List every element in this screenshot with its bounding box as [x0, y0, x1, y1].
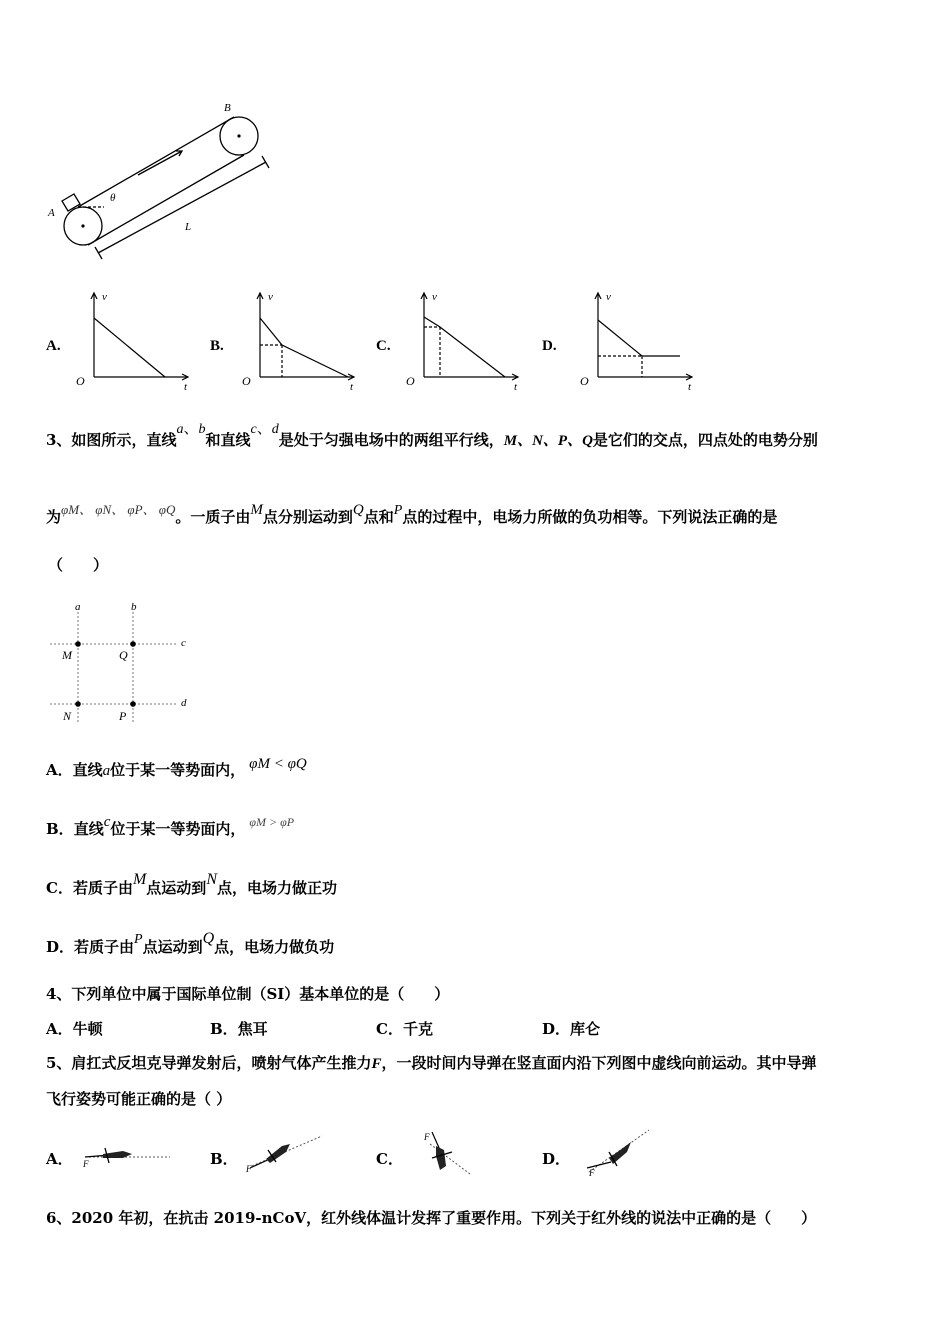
graph-b-origin: O: [242, 374, 251, 388]
missile-a-f: F: [83, 1159, 89, 1169]
missile-figure-a: [75, 1135, 175, 1175]
q4-stem: 4、下列单位中属于国际单位制（SI）基本单位的是（ ）: [46, 985, 450, 1003]
vt-graph-c: [400, 285, 530, 395]
q5-option-d: D．: [542, 1150, 571, 1168]
grid-label-m: M: [62, 648, 72, 662]
missile-figure-c: [410, 1126, 480, 1178]
missile-b-f: F: [246, 1164, 252, 1174]
q3-bracket: （ ）: [48, 556, 109, 574]
grid-label-p: P: [119, 709, 127, 723]
graph-b-t: t: [350, 381, 354, 393]
graph-c-origin: O: [406, 374, 415, 388]
q2-option-c-letter: C.: [376, 338, 391, 354]
missile-d-f: F: [589, 1168, 595, 1178]
missile-figure-b: [240, 1128, 330, 1176]
q5-option-c: C．: [376, 1150, 403, 1168]
graph-b-v: v: [268, 291, 273, 303]
q5-option-a: A．: [46, 1150, 73, 1168]
vt-graph-a: [70, 285, 200, 395]
conveyor-belt-figure: [40, 95, 280, 270]
graph-a-t: t: [184, 381, 188, 393]
q3-stem-line2: 为φM、 φN、 φP、 φQ。一质子由M点分别运动到Q点和P点的过程中，电场力所做的负功相等。下列说法正确的是: [46, 502, 778, 526]
missile-c-f: F: [424, 1132, 430, 1142]
grid-label-c: c: [181, 637, 186, 649]
q4-option-c: C．千克: [376, 1020, 433, 1038]
q3-stem-line1: 3、如图所示，直线a、b和直线c、d是处于匀强电场中的两组平行线，M、N、P、Q是它们的交点，四点处的电势分别: [46, 419, 818, 449]
belt-label-b: B: [224, 102, 231, 114]
q3-option-a: A．直线a位于某一等势面内， φM < φQ: [46, 756, 307, 779]
missile-figure-d: [575, 1126, 655, 1178]
q3-option-d: D．若质子由P点运动到Q点，电场力做负功: [46, 930, 335, 956]
q5-option-b: B．: [210, 1150, 238, 1168]
graph-d-t: t: [688, 381, 692, 393]
graph-d-v: v: [606, 291, 611, 303]
q2-option-a-letter: A.: [46, 338, 61, 354]
graph-a-v: v: [102, 291, 107, 303]
q6-stem: 6、2020 年初，在抗击 2019-nCoV，红外线体温计发挥了重要作用。下列关于红外线的说法中正确的是（ ）: [46, 1209, 817, 1227]
grid-label-b: b: [131, 601, 137, 613]
graph-c-t: t: [514, 381, 518, 393]
graph-d-origin: O: [580, 374, 589, 388]
belt-label-l: L: [185, 221, 192, 233]
q5-stem-line1: 5、肩扛式反坦克导弹发射后，喷射气体产生推力F，一段时间内导弹在竖直面内沿下列图中虚线向前运动。其中导弹: [46, 1054, 817, 1072]
vt-graph-d: [574, 285, 704, 395]
q4-option-d: D．库仑: [542, 1020, 601, 1038]
belt-label-theta: θ: [110, 192, 116, 204]
q4-option-b: B．焦耳: [210, 1020, 268, 1038]
q2-option-d-letter: D.: [542, 338, 557, 354]
q3-option-b: B．直线c位于某一等势面内， $^{\varphi M > \varphi P}$: [46, 814, 295, 838]
graph-c-v: v: [432, 291, 437, 303]
grid-label-q: Q: [119, 648, 128, 662]
graph-a-origin: O: [76, 374, 85, 388]
equipotential-grid-figure: [45, 598, 200, 728]
grid-label-d: d: [181, 697, 187, 709]
vt-graph-b: [236, 285, 366, 395]
q4-option-a: A．牛顿: [46, 1020, 103, 1038]
grid-label-a: a: [75, 601, 81, 613]
grid-label-n: N: [63, 709, 72, 723]
q3-option-c: C．若质子由M点运动到N点，电场力做正功: [46, 871, 337, 897]
q2-option-b-letter: B.: [210, 338, 224, 354]
q5-stem-line2: 飞行姿势可能正确的是（ ）: [46, 1090, 232, 1108]
belt-label-a: A: [48, 207, 55, 219]
